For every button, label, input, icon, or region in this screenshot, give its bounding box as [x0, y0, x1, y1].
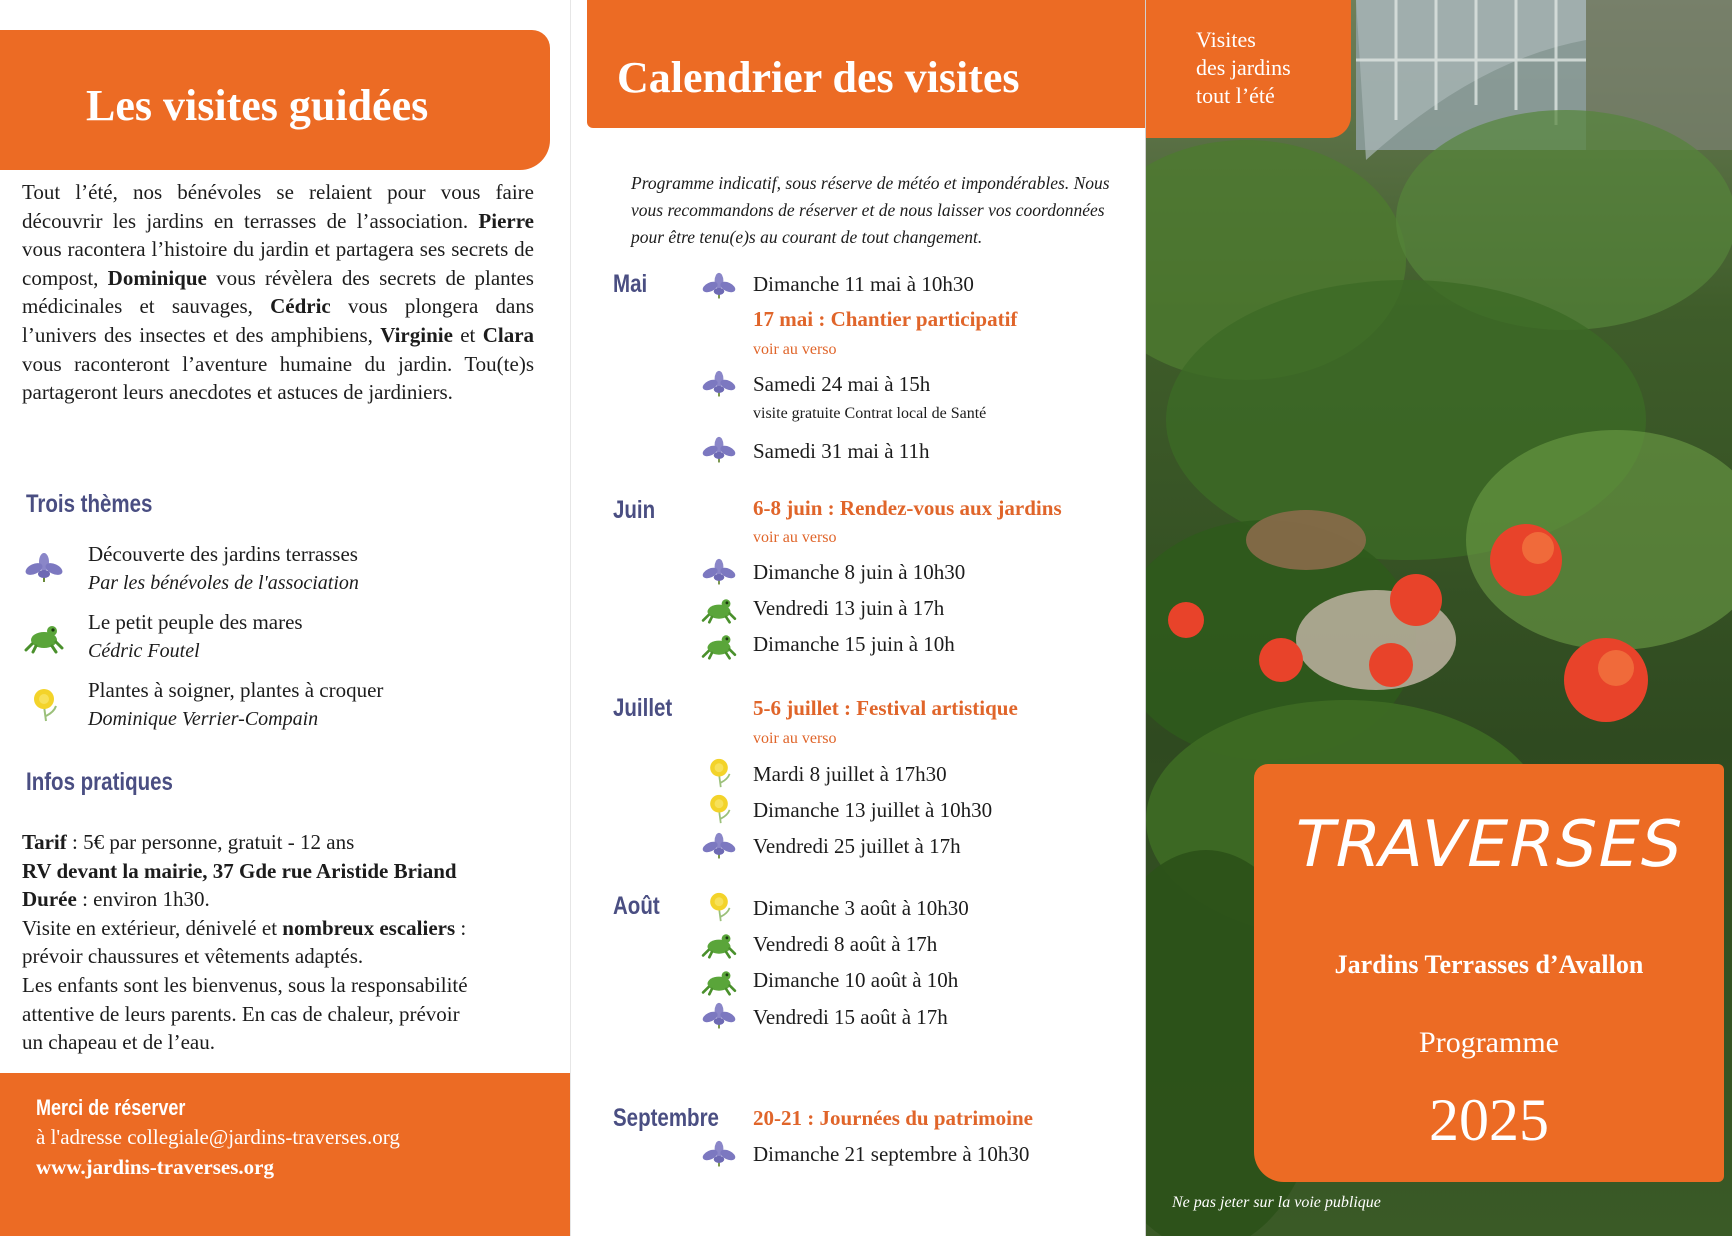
event-special: 5-6 juillet : Festival artistique — [753, 696, 1018, 720]
duration-value: : environ 1h30. — [76, 887, 210, 912]
disposal-notice: Ne pas jeter sur la voie publique — [1172, 1194, 1381, 1211]
info-line: Les enfants sont les bienvenus, sous la responsabilité — [22, 972, 468, 997]
panel-cover — [1145, 0, 1732, 1236]
visit-info-a: Visite en extérieur, dénivelé et — [22, 915, 283, 940]
iris-icon — [701, 370, 737, 400]
practical-info — [22, 828, 534, 1057]
frog-icon — [701, 630, 737, 660]
volunteer-name: Clara — [482, 322, 535, 347]
summer-tag — [1146, 0, 1351, 138]
iris-icon — [701, 1002, 737, 1032]
cover-box — [1254, 764, 1724, 1182]
guided-visits-title: Les visites guidées — [86, 81, 429, 130]
infos-heading: Infos pratiques — [26, 768, 173, 796]
calendar-title: Calendrier des visites — [617, 53, 1020, 102]
event-special-note: voir au verso — [753, 341, 837, 358]
reserve-title: Merci de réserver — [36, 1095, 186, 1120]
volunteer-name: Pierre — [478, 208, 534, 233]
event-special: 6-8 juin : Rendez-vous aux jardins — [753, 496, 1062, 520]
duration-label: Durée — [22, 887, 77, 912]
intro-text: vous révèlera des secrets de plantes médicinales et sauvages, — [22, 265, 534, 319]
theme-author: Par les bénévoles de l'association — [88, 572, 359, 594]
frog-icon — [701, 594, 737, 624]
month-aout: Août — [613, 892, 660, 920]
event-item: Dimanche 15 juin à 10h — [753, 632, 955, 656]
intro-text: Tout l’été, nos bénévoles se relaient pour vous faire découvrir les jardins en terrasses de l’association. — [22, 180, 534, 233]
cover-year: 2025 — [1429, 1087, 1549, 1153]
info-line: prévoir chaussures et vêtements adaptés. — [22, 944, 364, 969]
event-special-note: voir au verso — [753, 730, 837, 747]
event-item: Dimanche 8 juin à 10h30 — [753, 560, 966, 584]
frog-icon — [701, 929, 737, 959]
panel-calendar — [570, 0, 1146, 1236]
month-juin: Juin — [613, 496, 656, 524]
theme-title: Le petit peuple des mares — [88, 610, 303, 634]
tag-line: tout l’été — [1196, 83, 1275, 108]
volunteer-name: Virginie — [380, 322, 453, 347]
intro-paragraph — [22, 178, 534, 407]
visit-info-stairs: nombreux escaliers — [282, 915, 456, 940]
event-special: 17 mai : Chantier participatif — [753, 307, 1018, 331]
event-item: Dimanche 10 août à 10h — [753, 968, 959, 992]
event-item: Dimanche 21 septembre à 10h30 — [753, 1142, 1030, 1166]
reserve-email[interactable]: à l'adresse collegiale@jardins-traverses.org — [36, 1125, 400, 1149]
volunteer-name: Dominique — [107, 265, 207, 290]
event-item: Dimanche 3 août à 10h30 — [753, 896, 969, 920]
frog-icon — [701, 966, 737, 996]
cover-programme: Programme — [1419, 1026, 1559, 1059]
intro-text: vous plongera dans l’univers des insectes et des amphibiens, — [22, 294, 534, 347]
info-line: attentive de leurs parents. En cas de chaleur, prévoir — [22, 1001, 460, 1026]
tarif-label: Tarif — [22, 830, 67, 854]
event-item: Vendredi 8 août à 17h — [753, 932, 938, 956]
theme-title: Découverte des jardins terrasses — [88, 542, 358, 566]
tag-line: Visites — [1196, 27, 1256, 52]
tarif-value: : 5€ par personne, gratuit - 12 ans — [66, 830, 355, 854]
dandelion-icon — [24, 688, 64, 722]
intro-text: et — [452, 322, 483, 347]
theme-item — [24, 678, 544, 742]
event-item: Dimanche 13 juillet à 10h30 — [753, 798, 993, 822]
event-note: visite gratuite Contrat local de Santé — [753, 405, 987, 422]
dandelion-icon — [701, 794, 737, 824]
event-item: Samedi 24 mai à 15h — [753, 372, 931, 396]
themes-heading: Trois thèmes — [26, 490, 153, 518]
calendar-note: Programme indicatif, sous réserve de météo et impondérables. Nous vous recommandons de réserver et de nous laisser vos coordonnées pour être tenu(e)s au courant de tout changement. — [631, 173, 1110, 247]
iris-icon — [701, 832, 737, 862]
tag-line: des jardins — [1196, 55, 1291, 80]
month-mai: Mai — [613, 270, 648, 298]
theme-title: Plantes à soigner, plantes à croquer — [88, 678, 384, 702]
info-line: un chapeau et de l’eau. — [22, 1030, 215, 1055]
meeting-point: RV devant la mairie, 37 Gde rue Aristide Briand — [22, 858, 457, 883]
cover-subtitle: Jardins Terrasses d’Avallon — [1334, 950, 1644, 979]
theme-author: Cédric Foutel — [88, 640, 200, 662]
event-special: 20-21 : Journées du patrimoine — [753, 1106, 1033, 1130]
reserve-website[interactable]: www.jardins-traverses.org — [36, 1155, 274, 1179]
intro-text: vous racontera l’histoire du jardin et partagera ses secrets de compost, — [22, 237, 534, 290]
event-item: Vendredi 15 août à 17h — [753, 1005, 948, 1029]
traverses-logo: TRAVERSES — [1286, 808, 1692, 882]
panel-guided-visits — [0, 0, 570, 1236]
calendar-header — [587, 0, 1146, 128]
event-item: Mardi 8 juillet à 17h30 — [753, 762, 947, 786]
iris-icon — [701, 558, 737, 588]
event-item: Samedi 31 mai à 11h — [753, 439, 930, 463]
reservation-footer — [0, 1073, 570, 1236]
month-juillet: Juillet — [613, 694, 673, 722]
intro-text: vous raconteront l’aventure humaine du jardin. Tou(te)s partageront leurs anecdotes et astuces de jardiniers. — [22, 351, 534, 405]
iris-icon — [701, 1140, 737, 1170]
frog-icon — [24, 620, 64, 654]
event-special-note: voir au verso — [753, 529, 837, 546]
dandelion-icon — [701, 758, 737, 788]
iris-icon — [701, 436, 737, 466]
theme-author: Dominique Verrier-Compain — [88, 708, 319, 730]
iris-icon — [24, 552, 64, 586]
visit-info-c: : — [455, 915, 467, 940]
guided-visits-header — [0, 30, 550, 170]
theme-item — [24, 610, 544, 674]
event-item: Vendredi 25 juillet à 17h — [753, 834, 961, 858]
iris-icon — [701, 272, 737, 302]
dandelion-icon — [701, 892, 737, 922]
month-septembre: Septembre — [613, 1104, 719, 1132]
volunteer-name: Cédric — [270, 294, 331, 319]
event-item: Vendredi 13 juin à 17h — [753, 596, 945, 620]
event-item: Dimanche 11 mai à 10h30 — [753, 272, 974, 296]
theme-item — [24, 542, 544, 606]
